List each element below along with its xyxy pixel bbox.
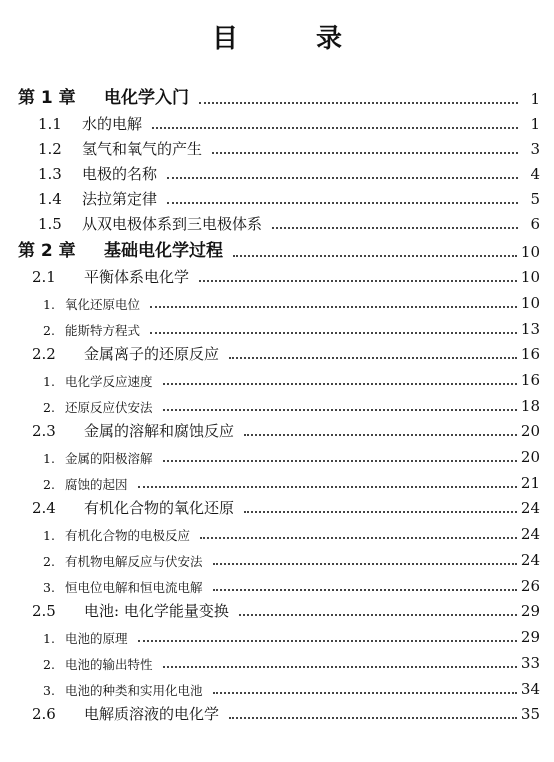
toc-entry-chapter: [0, 79, 554, 107]
toc-entry-label: [0, 142, 202, 157]
toc-entry-label: [0, 296, 141, 312]
toc-entry-title: 电极的名称: [82, 165, 158, 183]
toc-entry-label: [0, 553, 203, 569]
toc-entry-number: 2.4: [32, 499, 56, 517]
toc-entry-title: 有机化合物的电极反应: [65, 527, 191, 543]
toc-entry-page-number: 26: [520, 577, 540, 595]
toc-entry-number: 1.5: [38, 215, 62, 233]
toc-entry-number: 3.: [43, 682, 55, 698]
toc-entry-label: [0, 373, 153, 389]
toc-entry-title: 恒电位电解和恒电流电解: [65, 579, 203, 595]
toc-entry-sub: [0, 439, 554, 465]
toc-entry-number: 2.3: [32, 422, 56, 440]
toc-entry-title: 氢气和氧气的产生: [82, 140, 203, 158]
toc-entry-label: [0, 630, 128, 646]
toc-entry-title: 金属的溶解和腐蚀反应: [84, 422, 235, 440]
toc-entry-number: 2.: [43, 553, 55, 569]
toc-entry-sec2: [0, 414, 554, 439]
dot-leader: [200, 537, 517, 539]
toc-entry-number: 2.: [43, 322, 55, 338]
toc-entry-sec2: [0, 594, 554, 619]
toc-entry-sec2: [0, 337, 554, 362]
toc-entry-label: [0, 501, 234, 516]
toc-entry-number: 1.3: [38, 165, 62, 183]
toc-entry-title: 水的电解: [82, 115, 143, 133]
dot-leader: [239, 614, 517, 616]
dot-leader: [213, 589, 517, 591]
toc-entry-page-number: 24: [520, 525, 540, 543]
toc-entry-page-number: 18: [520, 397, 540, 415]
toc-entry-title: 电池: 电化学能量变换: [84, 602, 229, 620]
toc-entry-number: 2.2: [32, 345, 56, 363]
toc-entry-number: 2.: [43, 399, 55, 415]
toc-entry-label: [0, 707, 219, 722]
toc-entry-sec2: [0, 697, 554, 722]
toc-entry-number: 1.: [43, 373, 55, 389]
dot-leader: [272, 227, 518, 229]
toc-entry-page-number: 6: [530, 215, 540, 233]
toc-entry-number: 1.: [43, 527, 55, 543]
toc-entry-title: 从双电极体系到三电极体系: [82, 215, 263, 233]
toc-entry-sub: [0, 645, 554, 671]
toc-entry-number: 2.: [43, 476, 55, 492]
toc-entry-page-number: 33: [520, 654, 540, 672]
toc-entry-sub: [0, 568, 554, 594]
toc-entry-title: 电池的种类和实用化电池: [65, 682, 203, 698]
toc-entry-number: 2.: [43, 656, 55, 672]
toc-entry-number: 1.1: [38, 115, 62, 133]
toc-entry-label: [0, 399, 153, 415]
dot-leader: [229, 357, 517, 359]
toc-entry-page-number: 10: [520, 243, 540, 261]
toc-entry-number: 2.1: [32, 268, 56, 286]
toc-entry-page-number: 24: [520, 551, 540, 569]
dot-leader: [213, 692, 517, 694]
dot-leader: [212, 152, 518, 154]
toc-entry-sec1: [0, 132, 554, 157]
toc-entry-label: [0, 117, 142, 132]
dot-leader: [229, 717, 517, 719]
toc-entry-label: [0, 347, 219, 362]
toc-entry-title: 电池的原理: [65, 630, 128, 646]
toc-entry-page-number: 16: [520, 345, 540, 363]
toc-entry-sec1: [0, 107, 554, 132]
dot-leader: [199, 102, 518, 104]
dot-leader: [152, 127, 518, 129]
toc-entry-sec1: [0, 207, 554, 232]
dot-leader: [213, 563, 517, 565]
page-title: 目 录: [211, 24, 368, 54]
toc-entry-sub: [0, 671, 554, 697]
toc-entry-page-number: 4: [530, 165, 540, 183]
toc-entry-label: [0, 217, 262, 232]
toc-entry-page-number: 10: [520, 268, 540, 286]
toc-entry-sub: [0, 619, 554, 645]
dot-leader: [199, 280, 517, 282]
toc-entry-page-number: 10: [520, 294, 540, 312]
toc-entry-page-number: 24: [520, 499, 540, 517]
toc-entry-label: [0, 656, 153, 672]
dot-leader: [138, 486, 517, 488]
toc-entry-label: [0, 90, 189, 107]
toc-entry-number: 2.5: [32, 602, 56, 620]
dot-leader: [138, 640, 517, 642]
toc-entry-sub: [0, 465, 554, 491]
dot-leader: [163, 383, 517, 385]
toc-entry-page-number: 1: [530, 90, 540, 108]
toc-entry-title: 金属离子的还原反应: [84, 345, 220, 363]
toc-entry-label: [0, 270, 189, 285]
toc-entry-page-number: 29: [520, 628, 540, 646]
toc-entry-sec2: [0, 260, 554, 285]
toc-entry-number: 1.2: [38, 140, 62, 158]
dot-leader: [163, 460, 517, 462]
toc-entry-label: [0, 450, 153, 466]
toc-entry-title: 基础电化学过程: [104, 241, 223, 261]
toc-entry-title: 还原反应伏安法: [65, 399, 153, 415]
toc-entry-page-number: 5: [530, 190, 540, 208]
toc-entry-title: 氧化还原电位: [65, 296, 141, 312]
toc-entry-page-number: 21: [520, 474, 540, 492]
toc-entry-page-number: 13: [520, 320, 540, 338]
toc-entry-number: 3.: [43, 579, 55, 595]
toc-entry-title: 有机化合物的氧化还原: [84, 499, 235, 517]
toc-entry-title: 电化学入门: [104, 88, 189, 108]
dot-leader: [167, 177, 518, 179]
dot-leader: [163, 666, 517, 668]
toc-entry-number: 1.4: [38, 190, 62, 208]
toc-entry-page-number: 16: [520, 371, 540, 389]
toc-entry-label: [0, 604, 229, 619]
toc-entry-title: 有机物电解反应与伏安法: [65, 553, 203, 569]
toc-entry-sub: [0, 311, 554, 337]
table-of-contents: [0, 79, 554, 722]
toc-entry-number: 2.6: [32, 705, 56, 723]
toc-entry-title: 腐蚀的起因: [65, 476, 128, 492]
dot-leader: [233, 255, 517, 257]
toc-entry-label: [0, 192, 157, 207]
dot-leader: [244, 511, 517, 513]
toc-entry-label: [0, 476, 128, 492]
toc-entry-sec1: [0, 157, 554, 182]
toc-entry-page-number: 1: [530, 115, 540, 133]
toc-entry-sub: [0, 388, 554, 414]
toc-entry-page-number: 35: [520, 705, 540, 723]
toc-entry-number: 第 2 章: [18, 241, 76, 261]
toc-entry-number: 第 1 章: [18, 88, 76, 108]
dot-leader: [244, 434, 517, 436]
toc-entry-chapter: [0, 232, 554, 260]
toc-entry-title: 电解质溶液的电化学: [84, 705, 220, 723]
toc-entry-title: 法拉第定律: [82, 190, 158, 208]
toc-entry-page-number: 3: [530, 140, 540, 158]
toc-entry-sub: [0, 542, 554, 568]
toc-entry-number: 1.: [43, 630, 55, 646]
dot-leader: [163, 409, 517, 411]
toc-entry-label: [0, 167, 157, 182]
toc-entry-page-number: 34: [520, 680, 540, 698]
toc-entry-number: 1.: [43, 296, 55, 312]
toc-entry-label: [0, 579, 203, 595]
toc-entry-sec2: [0, 491, 554, 516]
toc-entry-label: [0, 682, 203, 698]
toc-entry-title: 能斯特方程式: [65, 322, 141, 338]
toc-entry-page-number: 29: [520, 602, 540, 620]
toc-entry-sub: [0, 285, 554, 311]
dot-leader: [167, 202, 518, 204]
toc-entry-number: 1.: [43, 450, 55, 466]
toc-entry-page-number: 20: [520, 422, 540, 440]
toc-entry-title: 金属的阳极溶解: [65, 450, 153, 466]
toc-entry-label: [0, 527, 191, 543]
toc-entry-label: [0, 243, 223, 260]
dot-leader: [150, 332, 517, 334]
toc-entry-page-number: 20: [520, 448, 540, 466]
toc-entry-title: 平衡体系电化学: [84, 268, 190, 286]
toc-entry-label: [0, 322, 141, 338]
toc-entry-label: [0, 424, 234, 439]
toc-entry-sub: [0, 362, 554, 388]
toc-entry-title: 电池的输出特性: [65, 656, 153, 672]
toc-entry-sub: [0, 516, 554, 542]
toc-entry-title: 电化学反应速度: [65, 373, 153, 389]
dot-leader: [150, 306, 517, 308]
toc-entry-sec1: [0, 182, 554, 207]
